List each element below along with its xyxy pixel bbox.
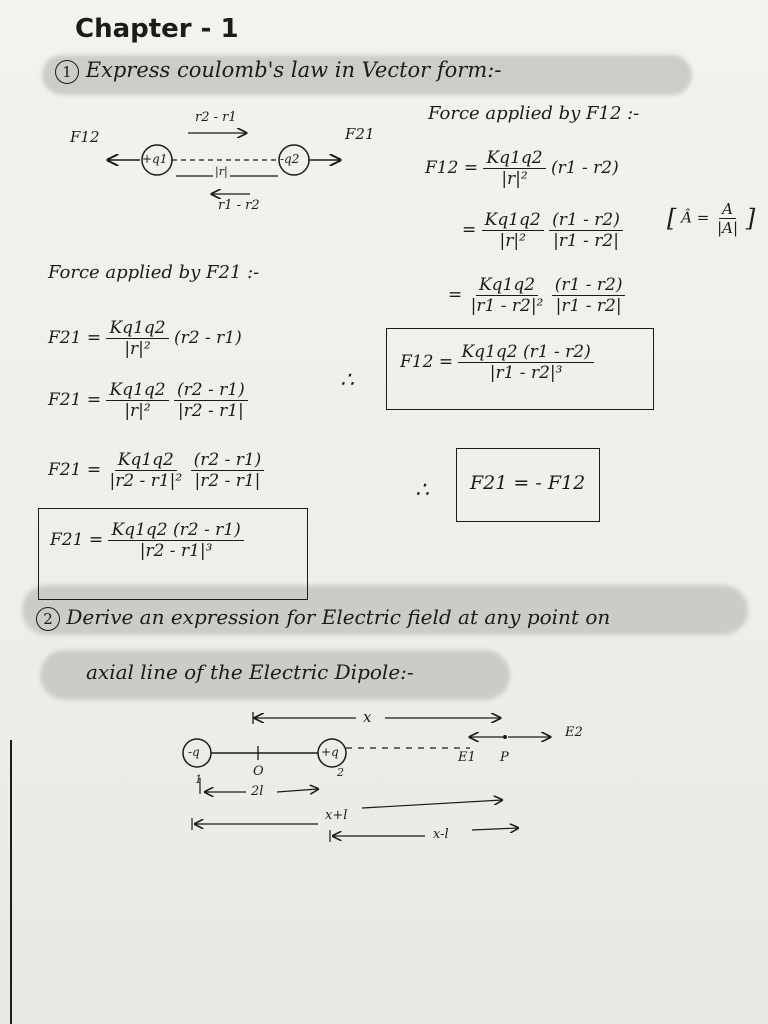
margin-line [10, 740, 12, 1024]
right-eq1: F12 = $\frac{Kq1q2}{\text{|r|²}}$ (r1 - r2) [425, 148, 619, 189]
q2-number: 2 [36, 607, 60, 631]
diagram-f21-label: F21 [345, 125, 375, 143]
x-plus-l-label: x+l [325, 808, 348, 823]
left-eq2: F21 = $\frac{Kq1q2}{\text{|r|²}}$ $\frac{(r2 - r1)}{|r2 - r1|}$ [48, 380, 248, 421]
q2-heading-line2: axial line of the Electric Dipole:- [86, 660, 414, 684]
left-eq1: F21 = $\frac{Kq1q2}{\text{|r|²}}$ (r2 - r1) [48, 318, 242, 359]
unit-vector-note: [ Â = $\frac{A}{|A|}$ ] [667, 200, 756, 237]
right-therefore: ∴ [340, 368, 354, 393]
right-heading: Force applied by F12 :- [428, 103, 640, 124]
two-l-label: 2l [251, 784, 264, 799]
diagram-f12-label: F12 [70, 128, 100, 146]
e1-label: E1 [458, 750, 476, 765]
left-heading: Force applied by F21 :- [48, 262, 260, 283]
right-eq2: = $\frac{Kq1q2}{\text{|r|²}}$ $\frac{(r1 - r2)}{|r1 - r2|}$ [462, 210, 623, 251]
neg-charge-label: -q [188, 745, 200, 759]
point-p-label: P [500, 750, 509, 765]
center-label: O [253, 764, 264, 779]
e2-label: E2 [565, 725, 583, 740]
chapter-title: Chapter - 1 [75, 14, 239, 44]
right-result: F12 = $\frac{Kq1q2 (r1 - r2)}{\text{|r1 - r2|³}}$ [400, 342, 594, 383]
final-therefore: ∴ [415, 478, 429, 503]
left-result: F21 = $\frac{Kq1q2 (r2 - r1)}{\text{|r2 - r1|³}}$ [50, 520, 244, 561]
pos-charge-label: +q [321, 745, 339, 759]
diagram-r2-r1-label: r2 - r1 [195, 110, 237, 125]
q1-number: 1 [55, 60, 79, 84]
x-distance-label: x [363, 708, 372, 726]
x-minus-l-label: x-l [433, 827, 449, 842]
q2-text-line1: Derive an expression for Electric field at any point on [66, 605, 611, 629]
diagram-r1-r2-label: r1 - r2 [218, 198, 260, 213]
charge-1-label: 1 [195, 773, 202, 786]
diagram-r-mag-label: |r| [215, 165, 228, 178]
diagram-q2-label: -q2 [280, 152, 300, 166]
left-eq3: F21 = $\frac{Kq1q2}{\text{|r2 - r1|²}}$ $\frac{(r2 - r1)}{|r2 - r1|}$ [48, 450, 264, 491]
charge-2-label: 2 [337, 766, 344, 779]
right-eq3: = $\frac{Kq1q2}{\text{|r1 - r2|²}}$ $\frac{(r1 - r2)}{|r1 - r2|}$ [448, 275, 625, 316]
diagram-q1-label: +q1 [142, 152, 168, 166]
final-result: F21 = - F12 [470, 472, 586, 494]
q1-text: Express coulomb's law in Vector form:- [85, 58, 502, 82]
